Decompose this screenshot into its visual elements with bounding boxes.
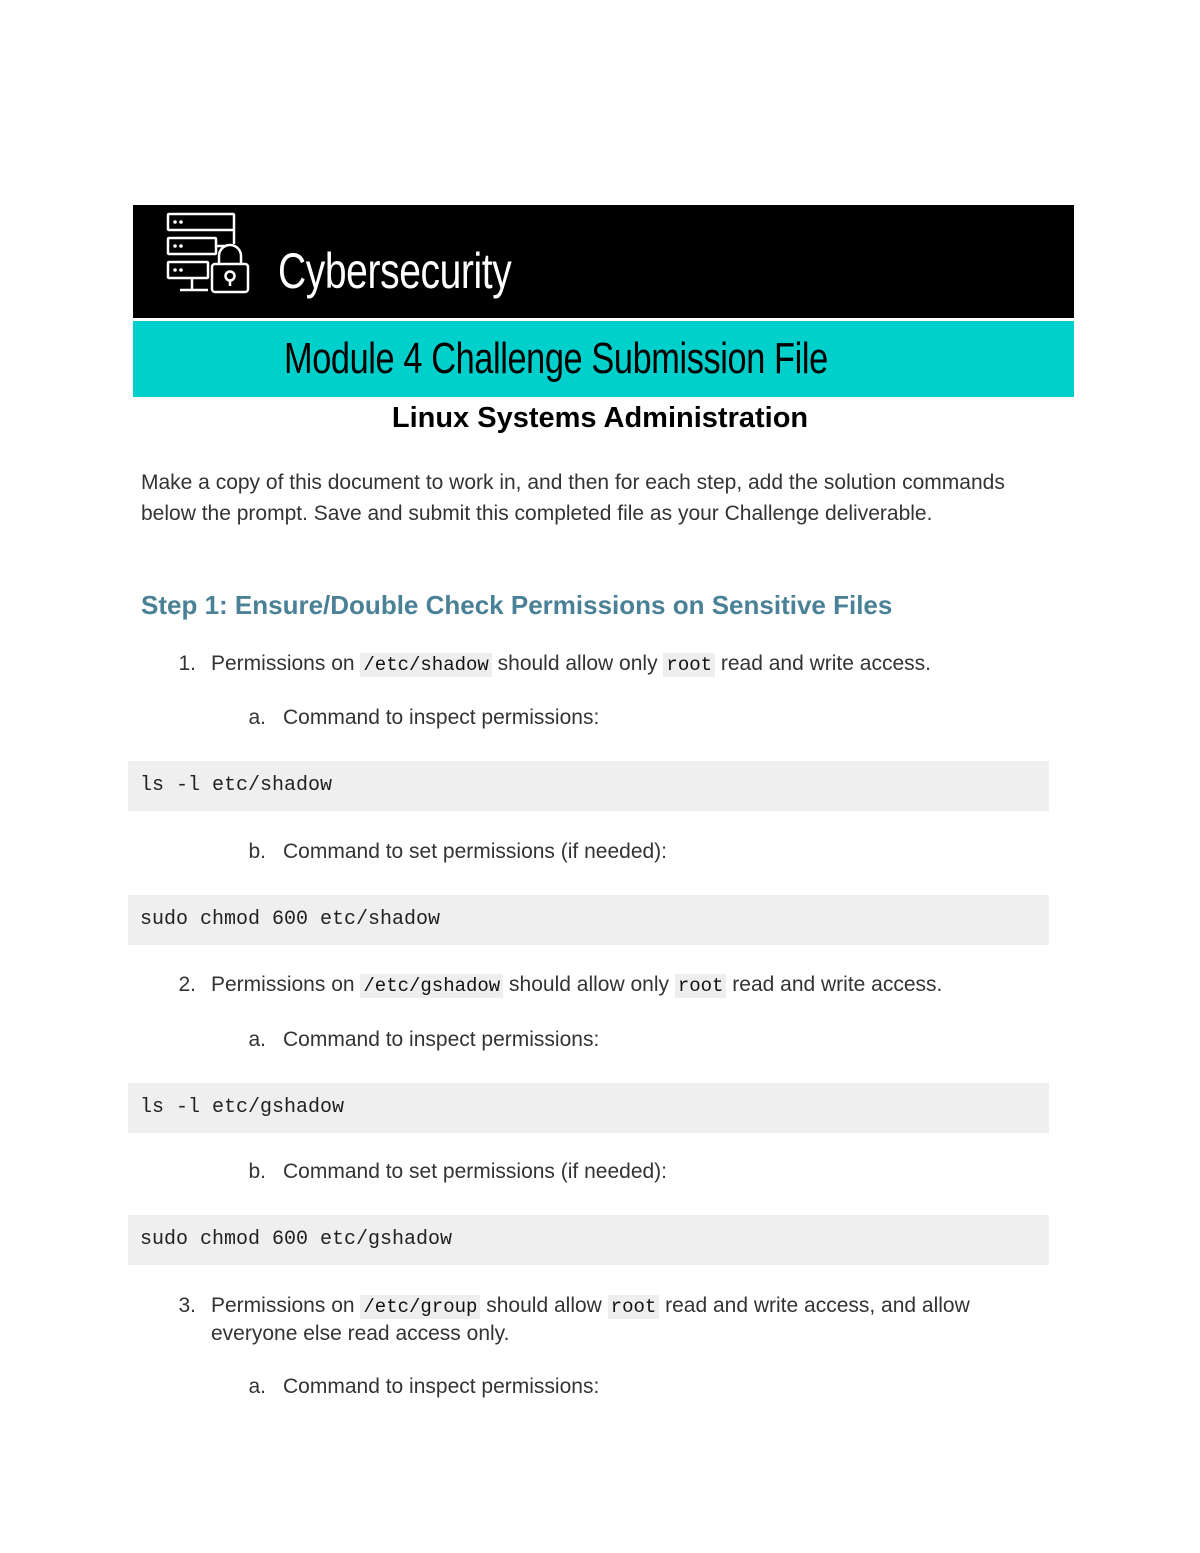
code-command: ls -l etc/shadow <box>140 774 333 797</box>
inline-code: /etc/shadow <box>360 653 491 677</box>
sub-text: Command to inspect permissions: <box>283 706 600 729</box>
inline-code: root <box>663 653 715 677</box>
code-block <box>128 1083 1049 1133</box>
list-text: Permissions on /etc/shadow should allow only root read and write access. <box>211 652 931 676</box>
code-command: sudo chmod 600 etc/shadow <box>140 908 441 931</box>
code-block <box>128 1215 1049 1265</box>
sub-text: Command to inspect permissions: <box>283 1375 600 1398</box>
list-text-continued: everyone else read access only. <box>211 1322 510 1345</box>
module-title: Module 4 Challenge Submission File <box>284 334 828 383</box>
step-1-heading: Step 1: Ensure/Double Check Permissions on Sensitive Files <box>141 590 893 620</box>
sub-text: Command to inspect permissions: <box>283 1028 600 1051</box>
sub-text: Command to set permissions (if needed): <box>283 1160 667 1183</box>
list-text: Permissions on /etc/group should allow root read and write access, and allow <box>211 1294 970 1318</box>
code-command: sudo chmod 600 etc/gshadow <box>140 1228 453 1251</box>
sub-label: b. <box>248 840 266 863</box>
list-number: 2. <box>178 973 196 996</box>
server-lock-icon <box>166 212 252 298</box>
sub-label: a. <box>248 1375 266 1398</box>
code-command: ls -l etc/gshadow <box>140 1096 345 1119</box>
header-banner <box>133 205 1074 318</box>
inline-code: root <box>608 1295 660 1319</box>
code-block <box>128 895 1049 945</box>
sub-label: a. <box>248 1028 266 1051</box>
inline-code: root <box>675 974 727 998</box>
intro-paragraph: Make a copy of this document to work in, and then for each step, add the solution commands below the prompt. Save and submit this completed file as your Challenge deliverable. <box>141 471 1005 525</box>
list-number: 3. <box>178 1294 196 1317</box>
document-title: Linux Systems Administration <box>391 402 809 434</box>
list-text: Permissions on /etc/gshadow should allow only root read and write access. <box>211 973 943 997</box>
list-number: 1. <box>178 652 196 675</box>
brand-title: Cybersecurity <box>278 243 512 299</box>
sub-label: b. <box>248 1160 266 1183</box>
sub-label: a. <box>248 706 266 729</box>
code-block <box>128 761 1049 811</box>
inline-code: /etc/group <box>360 1295 480 1319</box>
sub-text: Command to set permissions (if needed): <box>283 840 667 863</box>
inline-code: /etc/gshadow <box>360 974 503 998</box>
